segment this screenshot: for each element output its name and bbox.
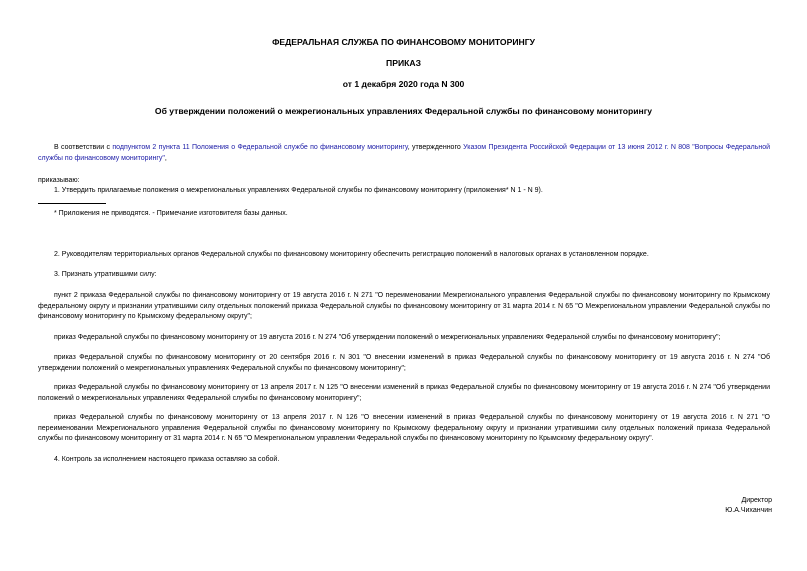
repeal-item-1: пункт 2 приказа Федеральной службы по финансовому мониторингу от 19 августа 2016 г. N 271 "О переименовании Межрегионального управления Федеральной службы по финансовому мониторингу по Крымскому федеральному округу и признании утратившими силу отдельных положений приказа Федеральной службы по финансовому мониторингу от 31 марта 2014 г. N 65 "О Межрегиональном управлении Федеральной службы по финансовому мониторингу по Крымскому федеральному округу";: [38, 292, 770, 320]
item-2: 2. Руководителям территориальных органов Федеральной службы по финансовому мониторингу обеспечить регистрацию положений в налоговых органах в установленном порядке.: [54, 251, 649, 258]
doc-type: ПРИКАЗ: [386, 58, 421, 68]
signer-title: Директор: [741, 497, 772, 504]
preamble-text-3: ,: [164, 154, 167, 162]
repeal-item-2: приказ Федеральной службы по финансовому мониторингу от 19 августа 2016 г. N 274 "Об утверждении положений о межрегиональных управлениях Федеральной службы по финансовому мониторингу";: [54, 334, 721, 341]
link-presidential-decree[interactable]: Указом Президента Российской Федерации от 13 июня 2012 г. N 808 "Вопросы Федеральной службы по финансовому мониторингу": [38, 144, 771, 162]
footnote-divider: [38, 203, 106, 204]
preamble-paragraph: [38, 143, 770, 164]
link-regulation-clause[interactable]: подпунктом 2 пункта 11 Положения о Федеральной службе по финансовому мониторингу: [112, 144, 408, 151]
item-1: 1. Утвердить прилагаемые положения о межрегиональных управлениях Федеральной службы по финансовому мониторингу (приложения* N 1 - N 9).: [54, 187, 543, 194]
item-4: 4. Контроль за исполнением настоящего приказа оставляю за собой.: [54, 456, 280, 463]
preamble-text-2: , утвержденного: [407, 144, 464, 151]
order-subject: Об утверждении положений о межрегиональных управлениях Федеральной службы по финансовому мониторингу: [154, 106, 653, 116]
signer-name: Ю.А.Чиханчин: [725, 507, 772, 514]
order-word: приказываю:: [38, 177, 80, 184]
order-date-number: от 1 декабря 2020 года N 300: [342, 79, 465, 89]
preamble-text-1: В соответствии с: [54, 144, 113, 151]
footnote: * Приложения не приводятся. - Примечание изготовителя базы данных.: [54, 210, 288, 217]
repeal-item-3: приказ Федеральной службы по финансовому мониторингу от 20 сентября 2016 г. N 301 "О внесении изменений в приказ Федеральной службы по финансовому мониторингу от 19 августа 2016 г. N 274 "Об утверждении положений о межрегиональных управлениях Федеральной службы по финансовому мониторингу";: [38, 354, 770, 372]
repeal-item-4: приказ Федеральной службы по финансовому мониторингу от 13 апреля 2017 г. N 125 "О внесении изменений в приказ Федеральной службы по финансовому мониторингу от 19 августа 2016 г. N 274 "Об утверждении положений о межрегиональных управлениях Федеральной службы по финансовому мониторингу";: [38, 384, 770, 402]
repeal-item-5: приказ Федеральной службы по финансовому мониторингу от 13 апреля 2017 г. N 126 "О внесении изменений в приказ Федеральной службы по финансовому мониторингу от 19 августа 2016 г. N 271 "О переименовании Межрегионального управления Федеральной службы по финансовому мониторингу по Крымскому федеральному округу и признании утратившими силу отдельных положений приказа Федеральной службы по финансовому мониторингу от 31 марта 2014 г. N 65 "О Межрегиональном управлении Федеральной службы по финансовому мониторингу по Крымскому федеральному округу".: [38, 414, 770, 442]
item-3: 3. Признать утратившими силу:: [54, 271, 157, 278]
agency-title: ФЕДЕРАЛЬНАЯ СЛУЖБА ПО ФИНАНСОВОМУ МОНИТОРИНГУ: [272, 37, 535, 47]
